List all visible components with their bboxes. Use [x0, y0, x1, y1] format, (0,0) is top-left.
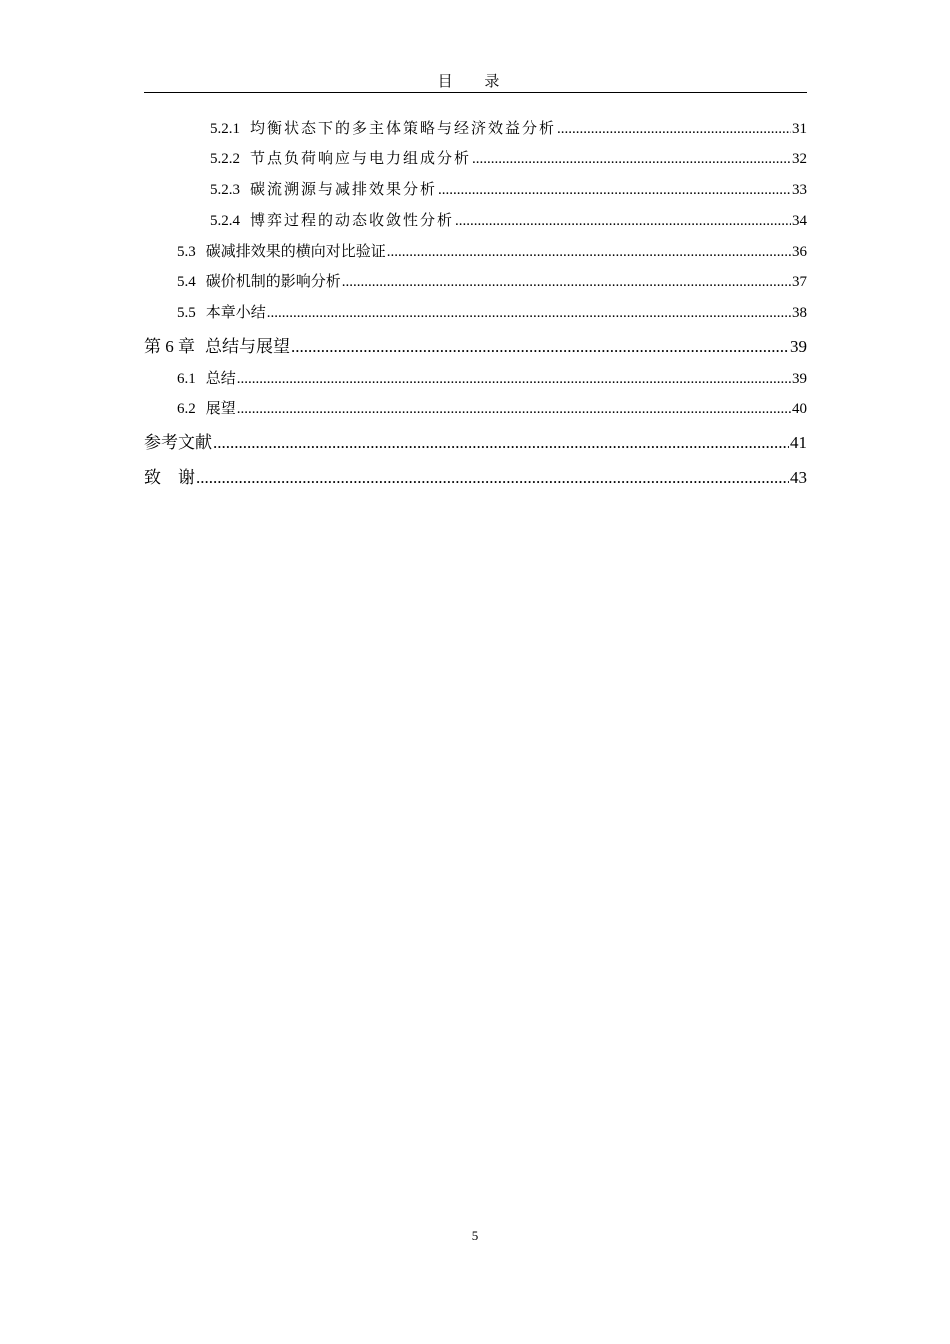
- toc-entry-number: 6.1: [177, 371, 196, 387]
- toc-entry-page: 39: [790, 337, 807, 356]
- toc-entry-page: 33: [792, 182, 807, 198]
- toc-entry-title: 本章小结: [205, 305, 266, 321]
- page-header-title: 目 录: [437, 74, 514, 90]
- toc-entry[interactable]: [144, 147, 807, 168]
- toc-entry-title: 博弈过程的动态收敛性分析: [250, 213, 455, 229]
- toc-entry[interactable]: [144, 301, 807, 322]
- toc-entry-number: 5.4: [177, 274, 196, 290]
- toc-entry-page: 34: [792, 213, 807, 229]
- toc-chapter-entry[interactable]: [144, 463, 807, 488]
- toc-dot-leader: [342, 274, 791, 291]
- toc-entry-page: 39: [792, 371, 807, 387]
- header-rule: [144, 92, 807, 93]
- toc-entry-title: 碳流溯源与减排效果分析: [250, 182, 438, 198]
- toc-entry-number: 5.2.4: [210, 213, 240, 229]
- toc-entry[interactable]: [144, 117, 807, 138]
- toc-entry-title: 参考文献: [144, 433, 212, 452]
- toc-entry-page: 43: [790, 468, 807, 487]
- toc-dot-leader: [455, 213, 791, 230]
- toc-entry[interactable]: [144, 178, 807, 199]
- toc-entry[interactable]: [144, 270, 807, 291]
- toc-entry-title: 展望: [205, 401, 236, 417]
- toc-entry-number: 第 6 章: [144, 337, 195, 356]
- toc-entry-page: 40: [792, 401, 807, 417]
- toc-entry-page: 41: [790, 433, 807, 452]
- toc-dot-leader: [472, 151, 791, 168]
- toc-dot-leader: [237, 401, 791, 418]
- page-number: 5: [471, 1228, 479, 1243]
- toc-entry[interactable]: [144, 367, 807, 388]
- toc-dot-leader: [196, 468, 789, 488]
- toc-dot-leader: [237, 371, 791, 388]
- toc-entry[interactable]: [144, 209, 807, 230]
- toc-dot-leader: [291, 337, 789, 357]
- toc-entry-page: 36: [792, 244, 807, 260]
- toc-entry-title: 总结: [205, 371, 236, 387]
- toc-chapter-entry[interactable]: [144, 332, 807, 357]
- toc-chapter-entry[interactable]: [144, 428, 807, 453]
- toc-entry-title: 节点负荷响应与电力组成分析: [250, 151, 472, 167]
- toc-dot-leader: [267, 305, 791, 322]
- toc-dot-leader: [387, 244, 791, 261]
- toc-entry[interactable]: [144, 240, 807, 261]
- toc-entry-title: 碳减排效果的横向对比验证: [205, 244, 386, 260]
- toc-entry-page: 31: [792, 121, 807, 137]
- toc-entry-page: 38: [792, 305, 807, 321]
- toc-entry-title: 致 谢: [144, 468, 195, 487]
- toc-dot-leader: [213, 433, 789, 453]
- toc-entry-number: 5.3: [177, 244, 196, 260]
- toc-entry-title: 碳价机制的影响分析: [205, 274, 341, 290]
- toc-dot-leader: [557, 121, 791, 138]
- toc-entry-number: 5.2.2: [210, 151, 240, 167]
- toc-entry-number: 5.5: [177, 305, 196, 321]
- toc-entry-page: 32: [792, 151, 807, 167]
- toc-entry-title: 总结与展望: [205, 337, 290, 356]
- toc-entry-number: 6.2: [177, 401, 196, 417]
- toc-dot-leader: [438, 182, 791, 199]
- toc-entry-number: 5.2.1: [210, 121, 240, 137]
- toc-entry[interactable]: [144, 397, 807, 418]
- toc-entry-number: 5.2.3: [210, 182, 240, 198]
- toc-entry-title: 均衡状态下的多主体策略与经济效益分析: [250, 121, 557, 137]
- toc-entry-page: 37: [792, 274, 807, 290]
